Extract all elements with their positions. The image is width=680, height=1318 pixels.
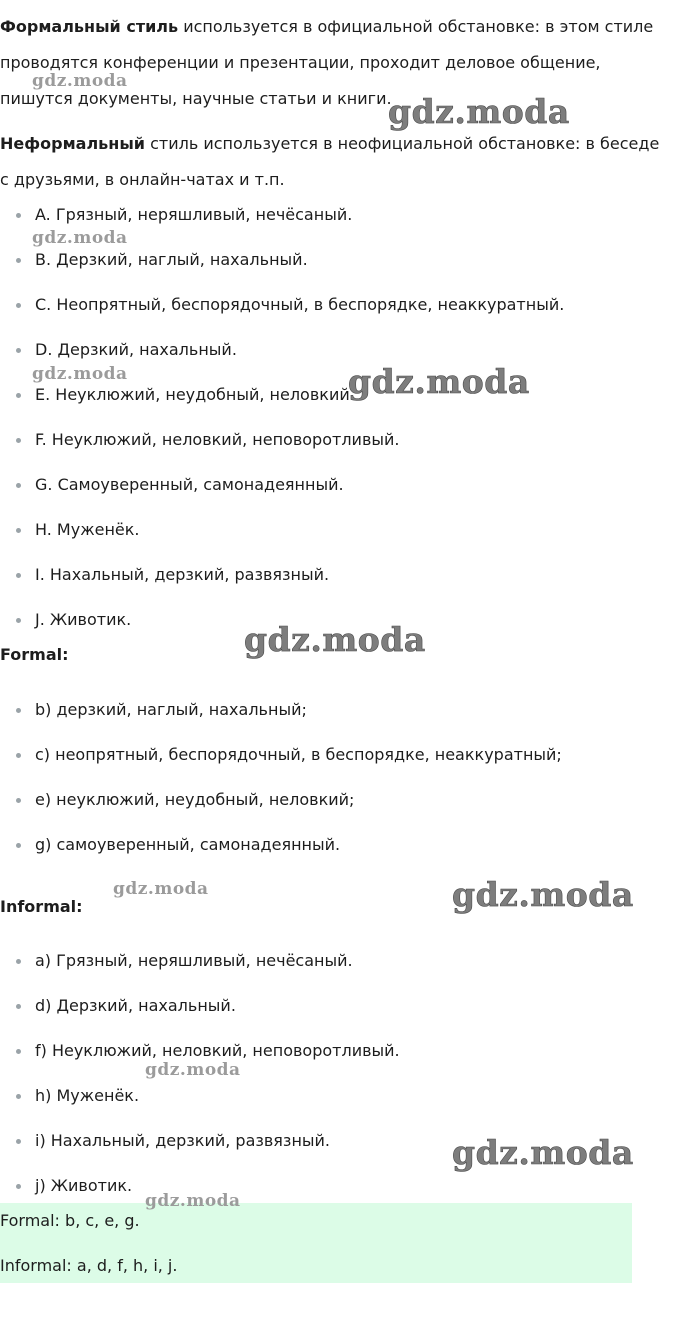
watermark: gdz.moda [32, 71, 128, 91]
watermark: gdz.moda [348, 362, 530, 401]
bullet-icon [16, 708, 21, 713]
bullet-icon [16, 753, 21, 758]
bullet-icon [16, 618, 21, 623]
bullet-icon [16, 528, 21, 533]
informal-style-description: стиль используется в неофициальной обстановке: в беседе с друзьями, в онлайн-чатах и т.п. [0, 134, 660, 189]
bullet-icon [16, 393, 21, 398]
watermark: gdz.moda [145, 1191, 241, 1211]
bullet-icon [16, 843, 21, 848]
bullet-icon [16, 348, 21, 353]
watermark: gdz.moda [452, 1133, 634, 1172]
informal-style-term: Неформальный [0, 134, 146, 153]
watermark: gdz.moda [113, 879, 209, 899]
watermark: gdz.moda [32, 228, 128, 248]
bullet-icon [16, 483, 21, 488]
formal-style-term: Формальный стиль [0, 17, 179, 36]
formal-style-description: используется в официальной обстановке: в этом стиле проводятся конференции и презентации, проходит деловое общение, пишутся документы, научные статьи и книги. [0, 17, 654, 108]
bullet-icon [16, 959, 21, 964]
answer-informal: Informal: a, d, f, h, i, j. [0, 1256, 178, 1275]
bullet-icon [16, 798, 21, 803]
bullet-icon [16, 303, 21, 308]
watermark: gdz.moda [388, 92, 570, 131]
bullet-icon [16, 1139, 21, 1144]
bullet-icon [16, 1184, 21, 1189]
watermark: gdz.moda [145, 1060, 241, 1080]
watermark: gdz.moda [452, 875, 634, 914]
bullet-icon [16, 213, 21, 218]
bullet-icon [16, 1049, 21, 1054]
informal-style-paragraph [0, 126, 670, 198]
bullet-icon [16, 573, 21, 578]
bullet-icon [16, 438, 21, 443]
bullet-icon [16, 1004, 21, 1009]
formal-heading: Formal: [0, 645, 69, 664]
bullet-icon [16, 258, 21, 263]
answer-box [0, 1203, 632, 1283]
bullet-icon [16, 1094, 21, 1099]
watermark: gdz.moda [244, 620, 426, 659]
watermark: gdz.moda [32, 364, 128, 384]
answer-formal: Formal: b, c, e, g. [0, 1211, 140, 1230]
informal-heading: Informal: [0, 897, 83, 916]
